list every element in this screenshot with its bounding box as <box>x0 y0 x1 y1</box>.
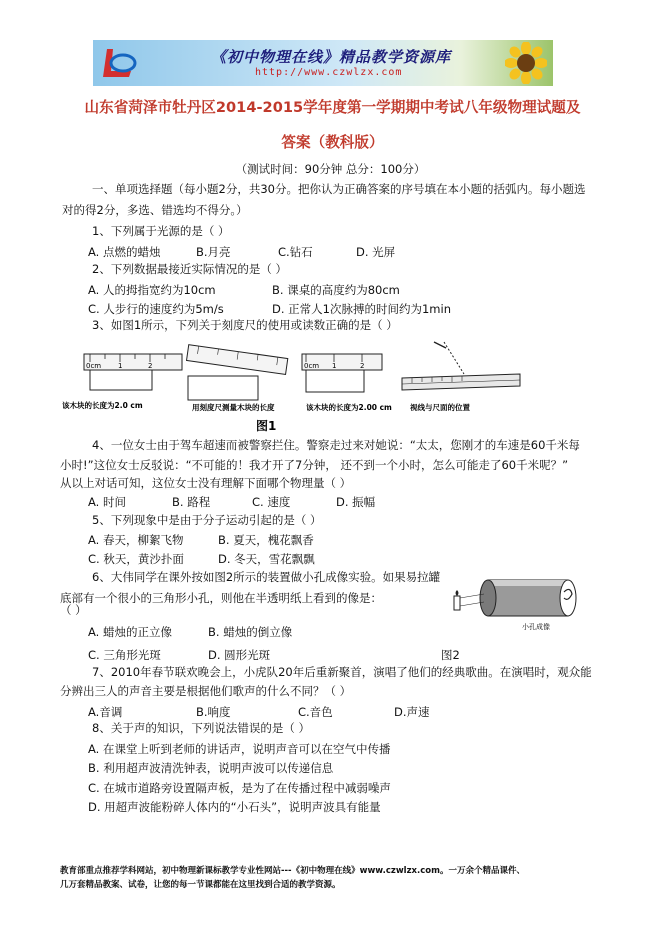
fig1-label: 图1 <box>256 419 277 433</box>
q2-option-d: D. 正常人1次脉搏的时间约为1min <box>272 302 451 316</box>
q8-option-b: B. 利用超声波清洗钟表，说明声波可以传递信息 <box>88 761 334 775</box>
figure-1 <box>60 338 530 434</box>
fig1-panel-b <box>187 345 288 412</box>
site-logo-icon <box>99 45 139 81</box>
fig1-c-ruler-0: 0cm <box>304 362 320 370</box>
fig1-caption-b: 用刻度尺测量木块的长度 <box>192 403 275 412</box>
figure-2 <box>448 566 598 632</box>
q4-option-c: C. 速度 <box>252 495 291 509</box>
q1-option-c: C.钻石 <box>278 245 313 259</box>
q4-line3: 从以上对话可知，这位女士没有理解下面哪个物理量（ ） <box>60 476 352 490</box>
q4-option-b: B. 路程 <box>172 495 211 509</box>
q8-option-d: D. 用超声波能粉碎人体内的“小石头”，说明声波具有能量 <box>88 800 381 814</box>
q3-stem: 3、如图1所示，下列关于刻度尺的使用或读数正确的是（ ） <box>92 318 398 332</box>
section-intro-line2: 对的得2分，多选、错选均不得分。） <box>62 203 248 217</box>
q5-option-a: A. 春天，柳絮飞物 <box>88 533 184 547</box>
q5-stem: 5、下列现象中是由于分子运动引起的是（ ） <box>92 513 322 527</box>
q6-paren: （ ） <box>60 603 87 617</box>
q7-option-d: D.声速 <box>394 705 430 719</box>
fig2-caption: 小孔成像 <box>522 623 550 631</box>
q6-option-a: A. 蜡烛的正立像 <box>88 625 172 639</box>
q7-line2: 分辨出三人的声音主要是根据他们歌声的什么不同？（ ） <box>60 684 352 698</box>
q2-option-a: A. 人的拇指宽约为10cm <box>88 283 216 297</box>
q6-option-b: B. 蜡烛的倒立像 <box>208 625 293 639</box>
banner-title: 《初中物理在线》精品教学资源库 <box>211 48 452 66</box>
q4-option-d: D. 振幅 <box>336 495 376 509</box>
q4-line2: 小时!”这位女士反驳说：“不可能的！我才开了7分钟， 还不到一个小时，怎么可能走了60千米呢？” <box>60 458 569 472</box>
q4-option-a: A. 时间 <box>88 495 126 509</box>
q8-stem: 8、关于声的知识，下列说法错误的是（ ） <box>92 721 310 735</box>
fig1-caption-a: 该木块的长度为2.0 cm <box>62 401 143 410</box>
q5-option-c: C. 秋天，黄沙扑面 <box>88 552 184 566</box>
q1-option-d: D. 光屏 <box>356 245 396 259</box>
test-info: （测试时间：90分钟 总分：100分） <box>235 162 426 176</box>
fig1-panel-c <box>302 354 392 412</box>
section-intro-line1: 一、单项选择题（每小题2分，共30分。把你认为正确答案的序号填在本小题的括弧内。每小题选 <box>92 182 586 196</box>
footer-line1: 教育部重点推荐学科网站，初中物理新课标教学专业性网站---《初中物理在线》www.czwlzx.com。一万余个精品课件、 <box>60 866 525 876</box>
q2-stem: 2、下列数据最接近实际情况的是（ ） <box>92 262 287 276</box>
exam-title-line2: 答案（教科版） <box>281 134 384 151</box>
q8-option-a: A. 在课堂上听到老师的讲话声，说明声音可以在空气中传播 <box>88 742 391 756</box>
q5-option-b: B. 夏天，槐花飘香 <box>218 533 314 547</box>
fig2-label: 图2 <box>441 648 460 662</box>
fig1-caption-d: 视线与尺面的位置 <box>410 403 470 412</box>
q6-option-c: C. 三角形光斑 <box>88 648 161 662</box>
exam-title-line1: 山东省菏泽市牡丹区2014-2015学年度第一学期期中考试八年级物理试题及 <box>84 99 581 116</box>
q4-line1: 4、一位女士由于驾车超速而被警察拦住。警察走过来对她说：“太太，您刚才的车速是60千米每 <box>92 438 580 452</box>
q2-option-b: B. 课桌的高度约为80cm <box>272 283 400 297</box>
fig1-caption-c: 该木块的长度为2.00 cm <box>306 403 392 412</box>
q7-option-c: C.音色 <box>298 705 333 719</box>
fig1-panel-d <box>402 342 520 412</box>
sunflower-icon <box>505 42 547 84</box>
q6-option-d: D. 圆形光斑 <box>208 648 271 662</box>
q7-option-a: A.音调 <box>88 705 123 719</box>
q7-line1: 7、2010年春节联欢晚会上，小虎队20年后重新聚首，演唱了他们的经典歌曲。在演唱时，观众能 <box>92 665 592 679</box>
q2-option-c: C. 人步行的速度约为5m/s <box>88 302 224 316</box>
fig1-a-ruler-2: 2 <box>148 362 153 370</box>
q1-stem: 1、下列属于光源的是（ ） <box>92 224 230 238</box>
fig1-c-ruler-2: 2 <box>360 362 365 370</box>
q7-option-b: B.响度 <box>196 705 231 719</box>
footer-line2: 几万套精品教案、试卷，让您的每一节课都能在这里找到合适的教学资源。 <box>60 880 341 890</box>
q1-option-a: A. 点燃的蜡烛 <box>88 245 161 259</box>
q5-option-d: D. 冬天，雪花飘飘 <box>218 552 315 566</box>
q1-option-b: B.月亮 <box>196 245 231 259</box>
fig1-a-ruler-1: 1 <box>118 362 123 370</box>
q6-line2: 底部有一个很小的三角形小孔，则他在半透明纸上看到的像是： <box>60 591 382 605</box>
fig1-c-ruler-1: 1 <box>332 362 337 370</box>
q6-line1: 6、大伟同学在课外按如图2所示的装置做小孔成像实验。如果易拉罐 <box>92 570 441 584</box>
banner-url: http://www.czwlzx.com <box>255 67 403 78</box>
fig1-panel-a <box>62 354 182 410</box>
site-banner <box>93 40 553 86</box>
footer <box>60 864 620 892</box>
fig1-a-ruler-0: 0cm <box>86 362 102 370</box>
q8-option-c: C. 在城市道路旁设置隔声板，是为了在传播过程中减弱噪声 <box>88 781 391 795</box>
